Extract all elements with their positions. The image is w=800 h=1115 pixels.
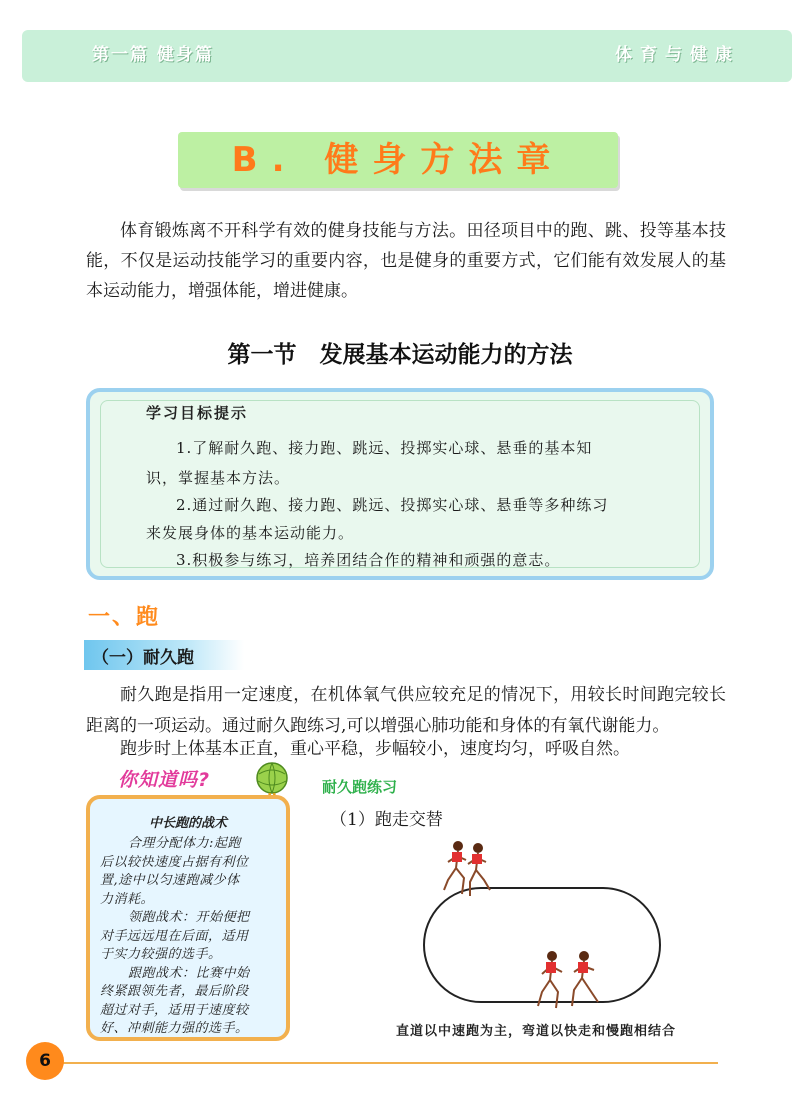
goal-line: 识，掌握基本方法。 [146, 469, 291, 487]
did-you-know-line: 合理分配体力:起跑 [128, 836, 241, 851]
did-you-know-label: 你知道吗? [118, 769, 211, 791]
footer-rule [28, 1062, 718, 1064]
goal-line: 3.积极参与练习，培养团结合作的精神和顽强的意志。 [176, 551, 561, 569]
runner-pair-icon [532, 948, 612, 1014]
did-you-know-line: 于实力较强的选手。 [100, 947, 222, 962]
learning-goals-title: 学习目标提示 [146, 404, 249, 422]
did-you-know-line: 超过对手，适用于速度较 [100, 1002, 249, 1018]
page-number: 6 [26, 1042, 64, 1080]
did-you-know-line: 领跑战术：开始便把 [128, 910, 250, 925]
running-posture-paragraph: 跑步时上体基本正直，重心平稳，步幅较小，速度均匀，呼吸自然。 [120, 739, 630, 759]
did-you-know-line: 终紧跟领先者，最后阶段 [100, 984, 249, 999]
section-heading: 第一节 发展基本运动能力的方法 [227, 342, 573, 368]
run-heading: 一、跑 [88, 605, 161, 630]
did-you-know-title: 中长跑的战术 [148, 816, 227, 831]
practice-title: 耐久跑练习 [322, 778, 398, 796]
intro-paragraph: 体育锻炼离不开科学有效的健身技能与方法。田径项目中的跑、跳、投等基本技能，不仅是运动技能学习的重要内容，也是健身的重要方式，它们能有效发展人的基本运动能力，增强体能，增进健康。 [86, 221, 726, 301]
header-part-title: 第一篇 健身篇 [92, 45, 214, 65]
did-you-know-line: 好、冲刺能力强的选手。 [100, 1021, 249, 1036]
chapter-title: B. 健身方法章 [231, 140, 565, 180]
did-you-know-line: 对手远远甩在后面，适用 [100, 928, 249, 944]
goal-line: 1.了解耐久跑、接力跑、跳远、投掷实心球、悬垂的基本知 [176, 439, 593, 457]
goal-line: 2.通过耐久跑、接力跑、跳远、投掷实心球、悬垂等多种练习 [176, 496, 609, 514]
endurance-run-definition: 耐久跑是指用一定速度，在机体氧气供应较充足的情况下，用较长时间跑完较长距离的一项运动。通过耐久跑练习,可以增强心肺功能和身体的有氧代谢能力。 [86, 685, 726, 736]
did-you-know-line: 力消耗。 [100, 891, 155, 907]
did-you-know-line: 后以较快速度占据有利位 [100, 854, 249, 870]
header-book-title: 体育与健康 [615, 45, 740, 65]
did-you-know-line: 跟跑战术：比赛中始 [128, 965, 250, 981]
practice-caption: 直道以中速跑为主，弯道以快走和慢跑相结合 [396, 1024, 677, 1039]
goal-line: 来发展身体的基本运动能力。 [146, 524, 355, 542]
practice-item: （1）跑走交替 [330, 810, 443, 830]
runner-pair-icon [440, 838, 500, 900]
endurance-run-heading: （一）耐久跑 [92, 648, 194, 668]
did-you-know-line: 置,途中以匀速跑减少体 [100, 873, 240, 888]
